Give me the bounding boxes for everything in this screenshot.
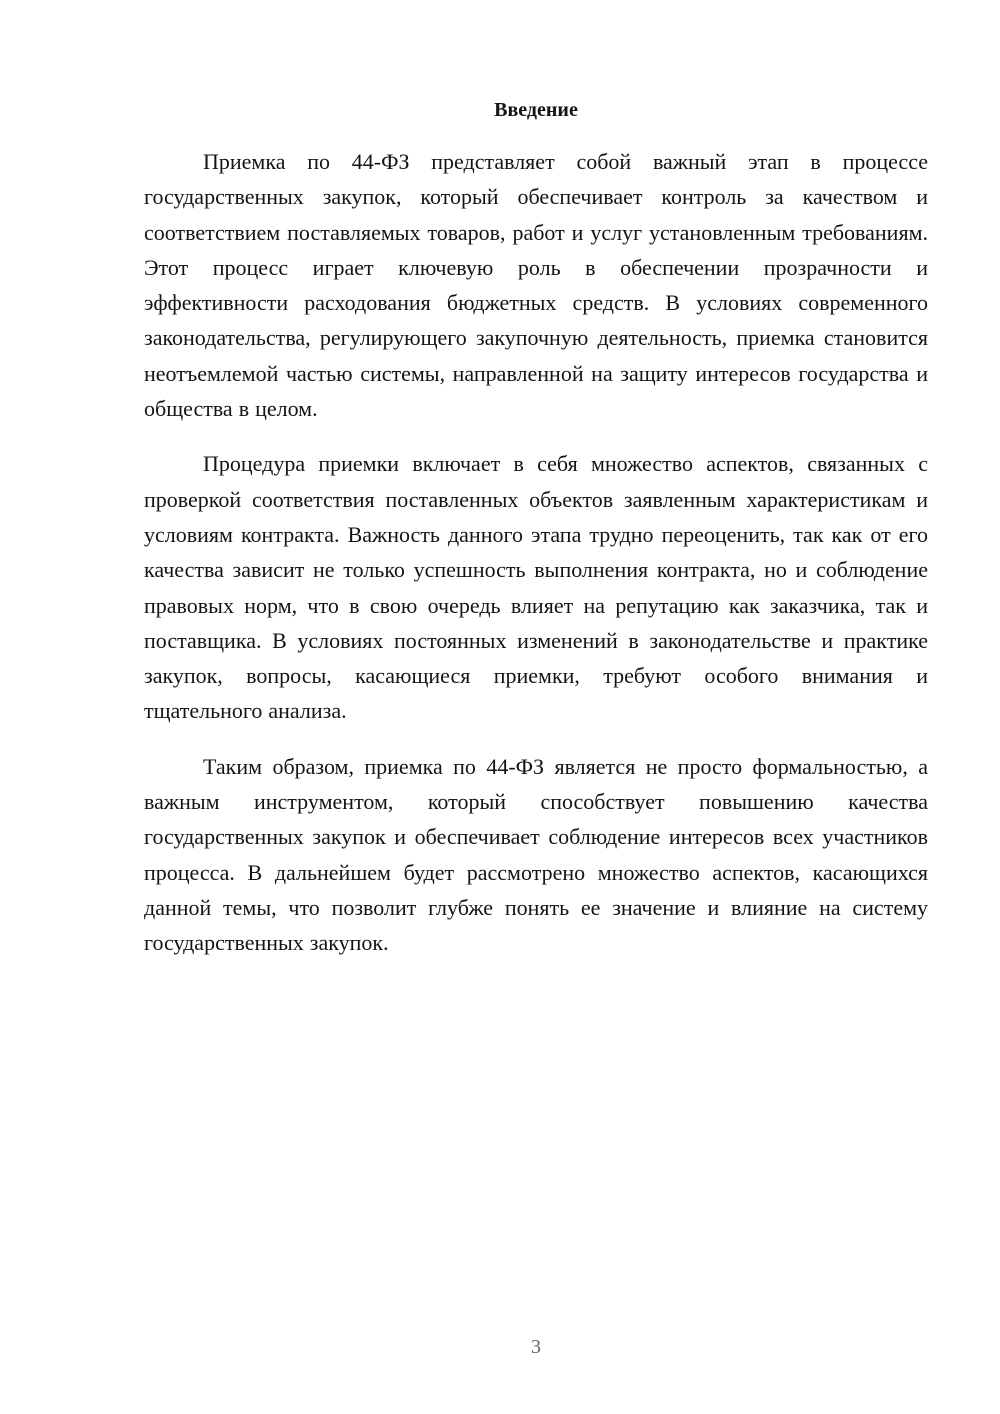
paragraph-2: Процедура приемки включает в себя множество аспектов, связанных с проверкой соответствия поставленных объектов заявленным характеристикам и условиям контракта. Важность данного этапа трудно переоценить, так как от его качества зависит не только успешность выполнения контракта, но и соблюдение правовых норм, что в свою очередь влияет на репутацию как заказчика, так и поставщика. В условиях постоянных изменений в законодательстве и практике закупок, вопросы, касающиеся приемки, требуют особого внимания и тщательного анализа.	[144, 451, 928, 724]
section-heading: Введение	[494, 99, 578, 121]
paragraph-1: Приемка по 44-ФЗ представляет собой важный этап в процессе государственных закупок, который обеспечивает контроль за качеством и соответствием поставляемых товаров, работ и услуг установленным требованиям. Этот процесс играет ключевую роль в обеспечении прозрачности и эффективности расходования бюджетных средств. В условиях современного законодательства, регулирующего закупочную деятельность, приемка становится неотъемлемой частью системы, направленной на защиту интересов государства и общества в целом.	[144, 149, 928, 422]
page-number: 3	[531, 1336, 541, 1358]
paragraph-3: Таким образом, приемка по 44-ФЗ является не просто формальностью, а важным инструментом, который способствует повышению качества государственных закупок и обеспечивает соблюдение интересов всех участников процесса. В дальнейшем будет рассмотрено множество аспектов, касающихся данной темы, что позволит глубже понять ее значение и влияние на систему государственных закупок.	[144, 753, 928, 956]
page-content	[144, 95, 928, 981]
